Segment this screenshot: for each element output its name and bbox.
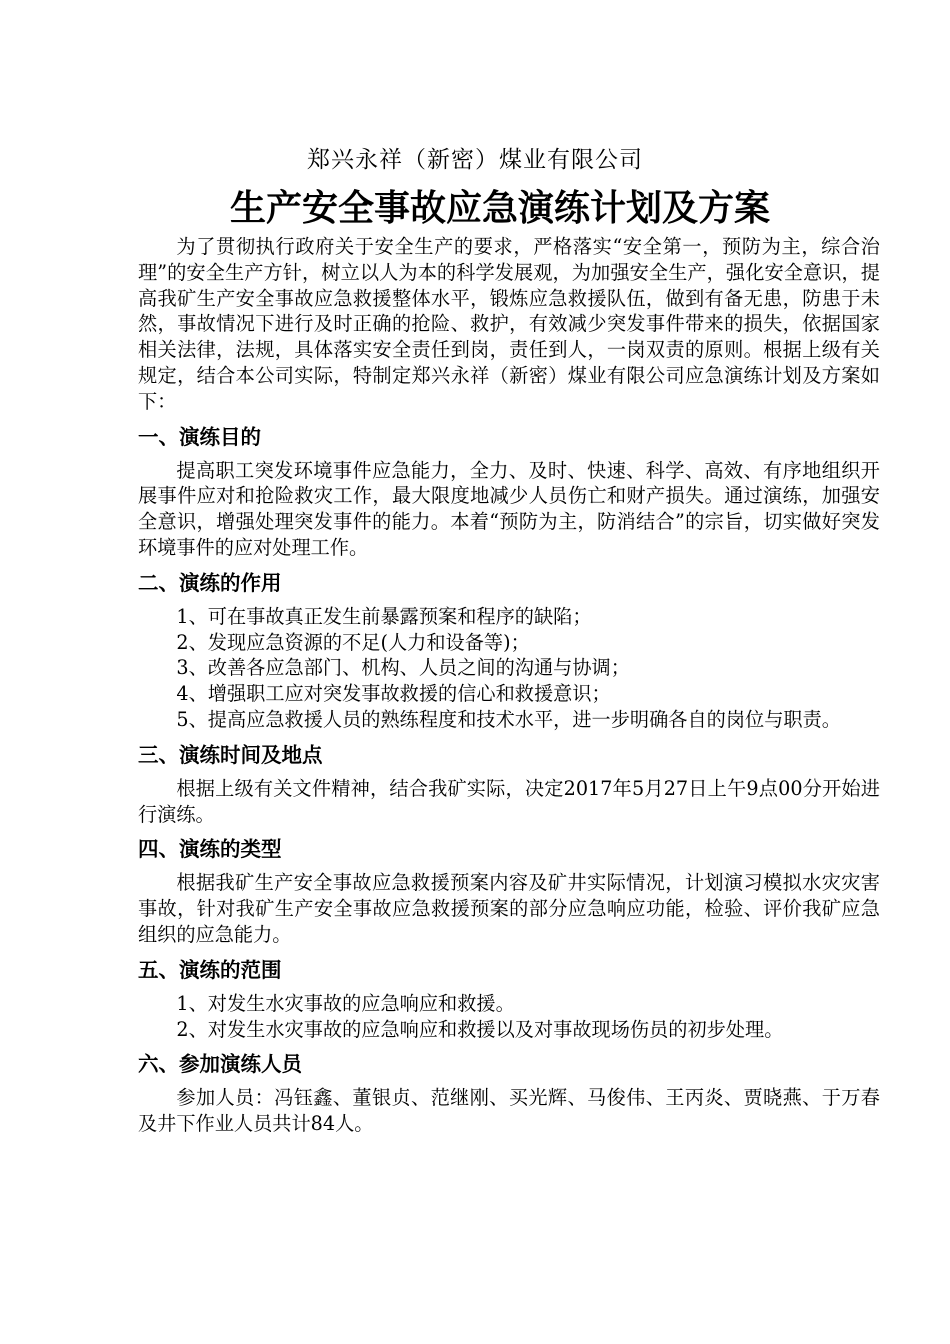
section-heading-purpose: 一、演练目的	[138, 424, 261, 449]
section-paragraph: 参加人员：冯钰鑫、董银贞、范继刚、买光辉、马俊伟、王丙炎、贾晓燕、于万春及井下作业人员共计84人。	[138, 1086, 880, 1136]
section-heading-function: 二、演练的作用	[138, 570, 282, 595]
document-body	[138, 234, 880, 1137]
list-item: 4、增强职工应对突发事故救援的信心和救援意识；	[176, 682, 611, 706]
list-item: 2、发现应急资源的不足(人力和设备等)；	[176, 630, 530, 654]
list-item: 2、对发生水灾事故的应急响应和救援以及对事故现场伤员的初步处理。	[176, 1017, 784, 1041]
section-heading-time-place: 三、演练时间及地点	[138, 742, 323, 767]
section-paragraph: 根据我矿生产安全事故应急救援预案内容及矿井实际情况，计划演习模拟水灾灾害事故，针对我矿生产安全事故应急救援预案的部分应急响应功能，检验、评价我矿应急组织的应急能力。	[138, 871, 880, 946]
list-item: 1、对发生水灾事故的应急响应和救援。	[176, 991, 515, 1015]
section-paragraph: 提高职工突发环境事件应急能力，全力、及时、快速、科学、高效、有序地组织开展事件应对和抢险救灾工作，最大限度地减少人员伤亡和财产损失。通过演练，加强安全意识，增强处理突发事件的能力。本着“预防为主，防消结合”的宗旨，切实做好突发环境事件的应对处理工作。	[138, 458, 880, 559]
list-item: 1、可在事故真正发生前暴露预案和程序的缺陷；	[176, 604, 592, 628]
section-heading-scope: 五、演练的范围	[138, 957, 282, 982]
document-title: 生产安全事故应急演练计划及方案	[229, 188, 770, 229]
section-heading-type: 四、演练的类型	[138, 837, 282, 862]
section-paragraph: 根据上级有关文件精神，结合我矿实际，决定2017年5月27日上午9点00分开始进行演练。	[138, 776, 880, 826]
list-item: 5、提高应急救援人员的熟练程度和技术水平，进一步明确各自的岗位与职责。	[176, 707, 841, 731]
company-name: 郑兴永祥（新密）煤业有限公司	[307, 147, 643, 173]
intro-paragraph: 为了贯彻执行政府关于安全生产的要求，严格落实“安全第一，预防为主，综合治理”的安全生产方针，树立以人为本的科学发展观，为加强安全生产，强化安全意识，提高我矿生产安全事故应急救援整体水平，锻炼应急救援队伍，做到有备无患，防患于未然，事故情况下进行及时正确的抢险、救护，有效减少突发事件带来的损失，依据国家相关法律，法规，具体落实安全责任到岗，责任到人，一岗双责的原则。根据上级有关规定，结合本公司实际，特制定郑兴永祥（新密）煤业有限公司应急演练计划及方案如下：	[138, 235, 880, 413]
section-heading-participants: 六、参加演练人员	[138, 1052, 302, 1077]
list-item: 3、改善各应急部门、机构、人员之间的沟通与协调；	[176, 656, 630, 680]
